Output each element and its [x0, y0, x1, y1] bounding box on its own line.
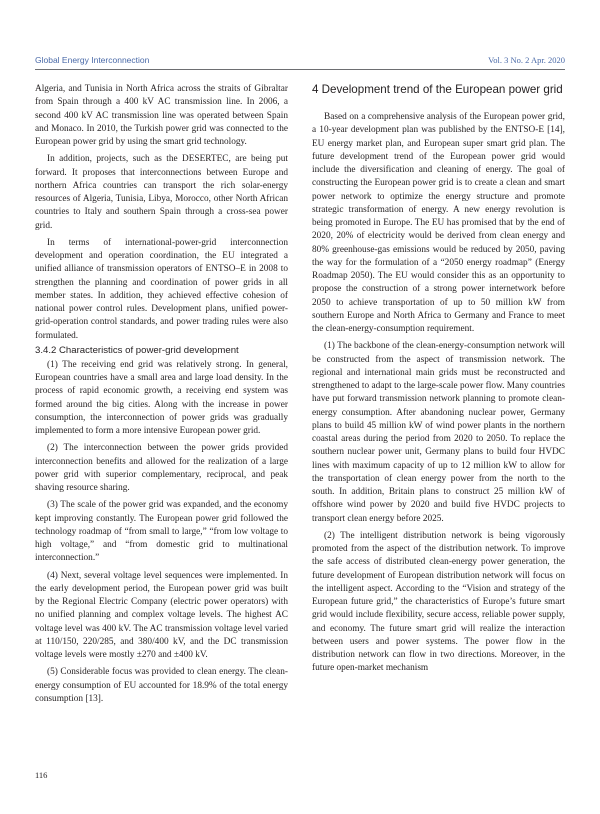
running-header	[35, 55, 565, 70]
left-column	[35, 83, 288, 706]
page-number: 116	[35, 770, 48, 780]
paragraph: (4) Next, several voltage level sequences were implemented. In the early development period, the European power grid was built by the Regional Electric Company (electric power operators) with no unified planning and complex voltage levels. The highest AC voltage level was 400 kV. The AC transmission voltage level varied at 110/150, 220/285, and 380/400 kV, and the DC transmission voltage levels were mostly ±270 and ±400 kV.	[35, 570, 288, 660]
paragraph: (1) The receiving end grid was relatively strong. In general, European countries have a small area and large load density. In the process of rapid economic growth, a receiving end system was formed around the big cities. Along with the increase in power consumption, the interconnection of power grids was gradually implemented to form a more intensive European power grid.	[35, 359, 288, 436]
paragraph: In terms of international-power-grid interconnection development and operation coordination, the EU integrated a unified alliance of transmission operators of ENTSO–E in 2008 to strengthen the planning and coordination of power grids in all member states. In addition, they achieved effective cohesion of national power control rules. Development plans, unified power-grid-operation control standards, and power trading rules were also formulated.	[35, 237, 288, 341]
paragraph: (2) The intelligent distribution network is being vigorously promoted from the aspect of the distribution network. To improve the safe access of distributed clean-energy power generation, the future development of European distribution network will focus on the intelligent aspect. According to the “Vision and strategy of the European future grid,” the characteristics of Europe’s future smart grid would include flexibility, secure access, reliable power supply, and economy. The future smart grid will realize the interaction between users and power systems. The power flow in the distribution network can flow in two directions. Moreover, in the future open-market mechanism	[312, 530, 565, 674]
paragraph: (2) The interconnection between the power grids provided interconnection benefits and allowed for the realization of a large power grid with superior complementary, reciprocal, and peak shaving resource sharing.	[35, 443, 288, 493]
paragraph: Based on a comprehensive analysis of the European power grid, a 10-year development plan was published by the ENTSO-E [14], EU energy market plan, and European super smart grid plan. The future development trend of the European power grid would include the diversification and cleaning of energy. The goal of constructing the European power grid is to create a clean and smart power network to optimize the energy structure and promote strategic transformation of energy. A new energy revolution is being promoted in Europe. The EU has promised that by the end of 2020, 20% of electricity would be derived from clean energy and 80% greenhouse-gas emissions would be reduced by 2050, paving the way for the formulation of a “2050 energy roadmap” (Energy Roadmap 2050). The EU would consider this as an opportunity to propose the construction of a strong power internetwork before 2050 to achieve transportation of up to 50 million kW from southern Europe and North Africa to Germany and France to meet the clean-energy-consumption requirement.	[312, 112, 565, 334]
paragraph: (5) Considerable focus was provided to clean energy. The clean-energy consumption of EU accounted for 18.9% of the total energy consumption [13].	[35, 667, 288, 704]
paragraph: Algeria, and Tunisia in North Africa across the straits of Gibraltar from Spain through a 400 kV AC transmission line. In 2006, a second 400 kV AC transmission line was operated between Spain and Monaco. In 2010, the Turkish power grid was connected to the European power grid by using the smart grid technology.	[35, 84, 288, 147]
subsection-heading: 3.4.2 Characteristics of power-grid development	[35, 344, 239, 356]
paragraph: (3) The scale of the power grid was expanded, and the economy kept improving constantly. The European power grid followed the technology roadmap of “from small to large,” “from low voltage to high voltage,” and “from domestic grid to multinational interconnection.”	[35, 500, 288, 564]
right-column	[312, 83, 565, 676]
section-heading: 4 Development trend of the European power grid	[312, 83, 563, 96]
paragraph: In addition, projects, such as the DESERTEC, are being put forward. It proposes that interconnections between Europe and northern Africa countries can transport the rich solar-energy resources of Algeria, Tunisia, Libya, Morocco, other North African countries to Italy and southern Spain through a cross-sea power grid.	[35, 154, 288, 231]
volume-issue: Vol. 3 No. 2 Apr. 2020	[488, 55, 565, 65]
journal-title: Global Energy Interconnection	[35, 55, 150, 65]
paragraph: (1) The backbone of the clean-energy-consumption network will be constructed from the aspect of transmission network. The regional and international main grids must be reconstructed and strengthened to adapt to the large-scale power flow. Many countries have put forward transmission network planning to promote clean-energy consumption. After abandoning nuclear power, Germany plans to build 45 million kW of wind power plants in the northern coastal areas during the period from 2020 to 2050. To replace the southern nuclear power unit, Germany plans to build four HVDC lines with maximum capacity of up to 12 million kW to allow for the transportation of clean energy power from the north to the south. In addition, Britain plans to construct 25 million kW of offshore wind power by 2020 and build five HVDC projects to transport clean energy before 2025.	[312, 341, 565, 524]
